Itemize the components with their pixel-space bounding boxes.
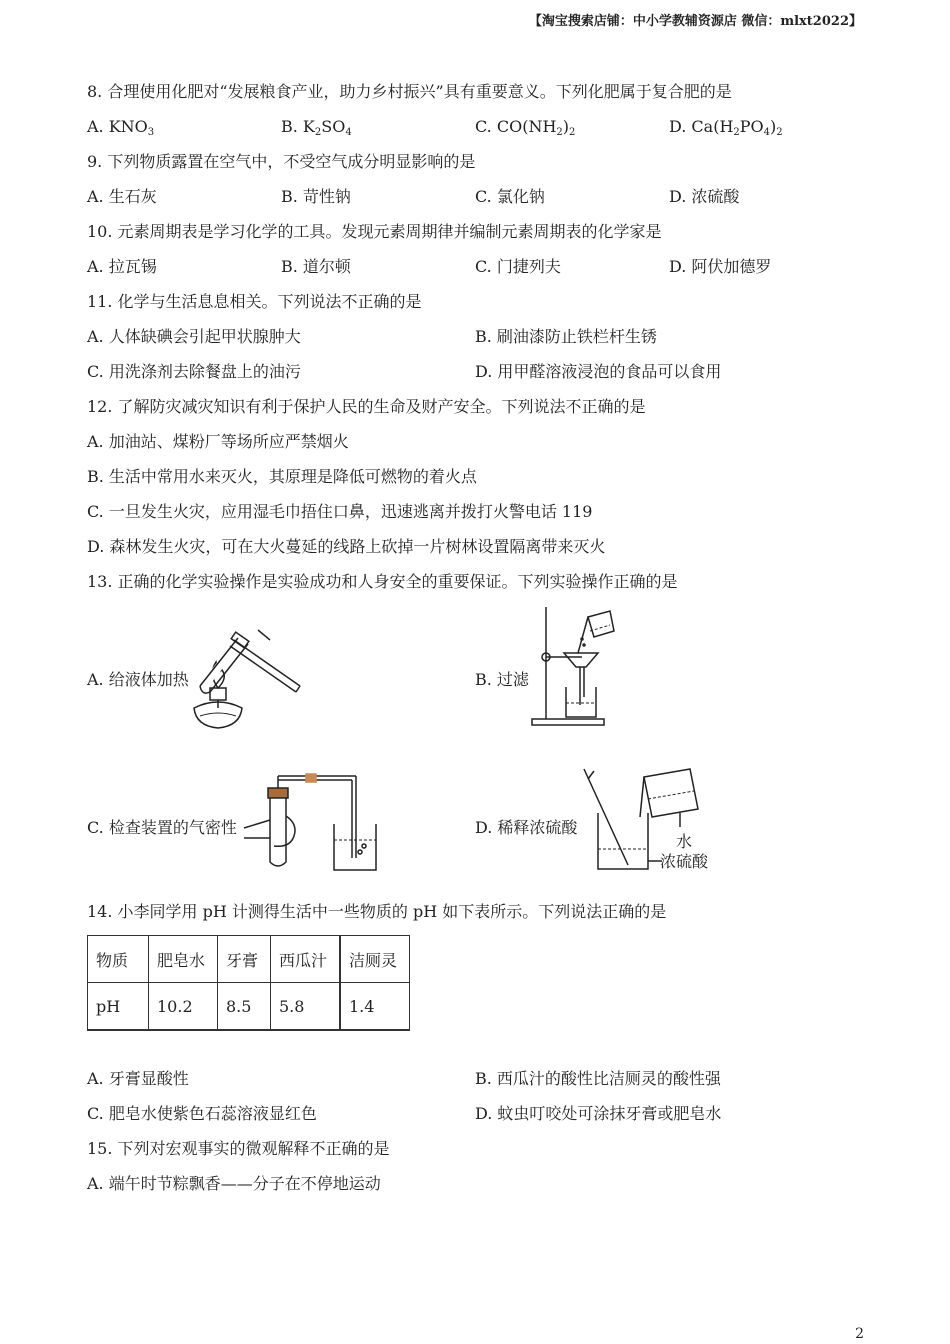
q12-option-c: C. 一旦发生火灾，应用湿毛巾捂住口鼻，迅速逃离并拨打火警电话 119 (87, 502, 593, 521)
table-header-row (88, 936, 410, 983)
table-cell: pH (88, 983, 149, 1031)
table-cell: 8.5 (218, 983, 271, 1031)
q9-option-c: C. 氯化钠 (475, 187, 545, 206)
q10-option-b: B. 道尔顿 (281, 257, 351, 276)
q15-stem: 15. 下列对宏观事实的微观解释不正确的是 (87, 1139, 390, 1158)
table-cell: 1.4 (340, 983, 410, 1031)
q14-option-a: A. 牙膏显酸性 (87, 1069, 189, 1088)
table-cell: 物质 (88, 936, 149, 983)
q8-stem: 8. 合理使用化肥对“发展粮食产业，助力乡村振兴”具有重要意义。下列化肥属于复合肥的是 (87, 82, 732, 101)
q10-option-a: A. 拉瓦锡 (87, 257, 157, 276)
q8-option-b: B. $K_2SO_4$ (281, 117, 352, 138)
q12-stem: 12. 了解防灾减灾知识有利于保护人民的生命及财产安全。下列说法不正确的是 (87, 397, 646, 416)
q12-option-a: A. 加油站、煤粉厂等场所应严禁烟火 (87, 432, 349, 451)
q8-option-d: D. $Ca(H_2PO_4)_2$ (669, 117, 783, 138)
q8-option-a: A. $KNO_3$ (87, 117, 155, 138)
q10-option-c: C. 门捷列夫 (475, 257, 561, 276)
q14-option-d: D. 蚊虫叮咬处可涂抹牙膏或肥皂水 (475, 1104, 722, 1123)
q15-option-a: A. 端午时节粽飘香——分子在不停地运动 (87, 1174, 381, 1193)
q12-option-b: B. 生活中常用水来灭火，其原理是降低可燃物的着火点 (87, 467, 477, 486)
filtration-figure (530, 605, 630, 727)
q8-option-c: C. $CO(NH_2)_2$ (475, 117, 576, 138)
q12-option-d: D. 森林发生火灾，可在大火蔓延的线路上砍掉一片树林设置隔离带来灭火 (87, 537, 606, 556)
ph-table (87, 935, 410, 1031)
table-cell: 10.2 (149, 983, 218, 1031)
q13-option-c: C. 检查装置的气密性 (87, 818, 237, 837)
table-cell: 洁厕灵 (340, 936, 410, 983)
label-water: 水 (676, 832, 693, 851)
q10-option-d: D. 阿伏加德罗 (669, 257, 772, 276)
q9-option-b: B. 苛性钠 (281, 187, 351, 206)
airtightness-figure (240, 772, 385, 874)
page-number: 2 (855, 1326, 864, 1342)
q9-stem: 9. 下列物质露置在空气中，不受空气成分明显影响的是 (87, 152, 476, 171)
page-header: 【淘宝搜索店铺：中小学教辅资源店 微信：mlxt2022】 (528, 14, 862, 29)
q9-option-d: D. 浓硫酸 (669, 187, 740, 206)
q10-stem: 10. 元素周期表是学习化学的工具。发现元素周期律并编制元素周期表的化学家是 (87, 222, 662, 241)
q11-option-c: C. 用洗涤剂去除餐盘上的油污 (87, 362, 301, 381)
q11-stem: 11. 化学与生活息息相关。下列说法不正确的是 (87, 292, 422, 311)
q9-option-a: A. 生石灰 (87, 187, 157, 206)
label-concentrated-acid: 浓硫酸 (660, 852, 709, 871)
table-cell: 牙膏 (218, 936, 271, 983)
heating-liquid-figure (190, 628, 305, 733)
q11-option-d: D. 用甲醛溶液浸泡的食品可以食用 (475, 362, 722, 381)
table-cell: 西瓜汁 (271, 936, 341, 983)
q11-option-a: A. 人体缺碘会引起甲状腺肿大 (87, 327, 301, 346)
table-cell: 5.8 (271, 983, 341, 1031)
table-cell: 肥皂水 (149, 936, 218, 983)
q13-option-d: D. 稀释浓硫酸 (475, 818, 578, 837)
q14-option-b: B. 西瓜汁的酸性比洁厕灵的酸性强 (475, 1069, 721, 1088)
q14-stem: 14. 小李同学用 pH 计测得生活中一些物质的 pH 如下表所示。下列说法正确的是 (87, 902, 667, 921)
q11-option-b: B. 刷油漆防止铁栏杆生锈 (475, 327, 657, 346)
q14-option-c: C. 肥皂水使紫色石蕊溶液显红色 (87, 1104, 317, 1123)
q13-option-a: A. 给液体加热 (87, 670, 189, 689)
q13-stem: 13. 正确的化学实验操作是实验成功和人身安全的重要保证。下列实验操作正确的是 (87, 572, 678, 591)
q13-option-b: B. 过滤 (475, 670, 529, 689)
table-row (88, 983, 410, 1031)
